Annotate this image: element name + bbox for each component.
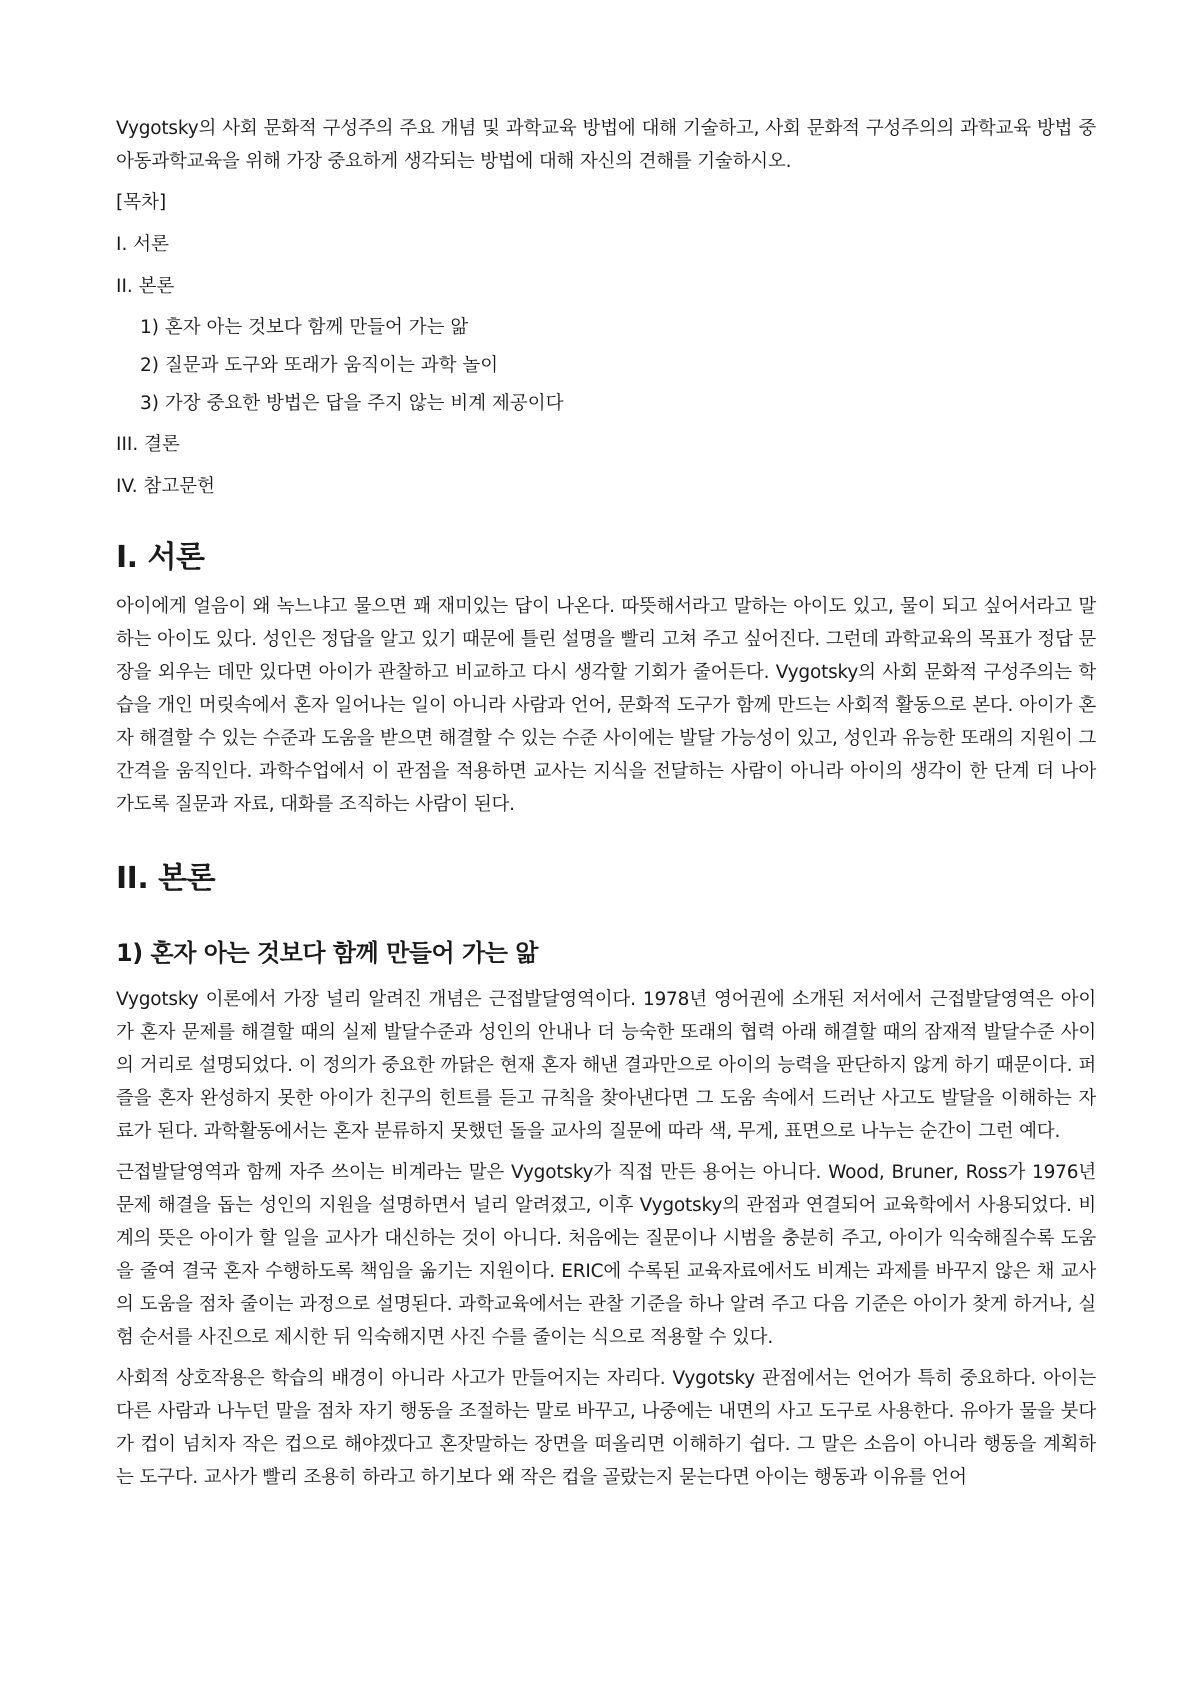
toc-item-introduction: I. 서론 — [116, 234, 169, 255]
toc-subitem-1: 1) 혼자 아는 것보다 함께 만들어 가는 앎 — [140, 317, 469, 338]
body-paragraph-1: Vygotsky 이론에서 가장 널리 알려진 개념은 근접발달영역이다. 1978년 영어권에 소개된 저서에서 근접발달영역은 아이가 혼자 문제를 해결할 때의 실제 발달수준과 성인의 안내나 더 능숙한 또래의 협력 아래 해결할 때의 잠재적 발달수준 사이의 거리로 설명되었다. 이 정의가 중요한 까닭은 현재 혼자 해낸 결과만으로 아이의 능력을 판단하지 않게 하기 때문이다. 퍼즐을 혼자 완성하지 못한 아이가 친구의 힌트를 듣고 규칙을 찾아낸다면 그 도움 속에서 드러난 사고도 발달을 이해하는 자료가 된다. 과학활동에서는 혼자 분류하지 못했던 돌을 교사의 질문에 따라 색, 무게, 표면으로 나누는 순간이 그런 예다. — [116, 989, 1096, 1142]
toc-item-body: II. 본론 — [116, 276, 175, 297]
subsection-heading-1: 1) 혼자 아는 것보다 함께 만들어 가는 앎 — [116, 939, 538, 967]
body-paragraph-3: 사회적 상호작용은 학습의 배경이 아니라 사고가 만들어지는 자리다. Vygotsky 관점에서는 언어가 특히 중요하다. 아이는 다른 사람과 나누던 말을 점차 자기 행동을 조절하는 말로 바꾸고, 나중에는 내면의 사고 도구로 사용한다. 유아가 물을 붓다가 컵이 넘치자 작은 컵으로 해야겠다고 혼잣말하는 장면을 떠올리면 이해하기 쉽다. 그 말은 소음이 아니라 행동을 계획하는 도구다. 교사가 빨리 조용히 하라고 하기보다 왜 작은 컵을 골랐는지 묻는다면 아이는 행동과 이유를 언어 — [116, 1368, 1096, 1488]
body-paragraph-2: 근접발달영역과 함께 자주 쓰이는 비계라는 말은 Vygotsky가 직접 만든 용어는 아니다. Wood, Bruner, Ross가 1976년 문제 해결을 돕는 성인의 지원을 설명하면서 널리 알려졌고, 이후 Vygotsky의 관점과 연결되어 교육학에서 사용되었다. 비계의 뜻은 아이가 할 일을 교사가 대신하는 것이 아니다. 처음에는 질문이나 시범을 충분히 주고, 아이가 익숙해질수록 도움을 줄여 결국 혼자 수행하도록 책임을 옮기는 지원이다. ERIC에 수록된 교육자료에서도 비계는 과제를 바꾸지 않은 채 교사의 도움을 점차 줄이는 과정으로 설명된다. 과학교육에서는 관찰 기준을 하나 알려 주고 다음 기준은 아이가 찾게 하거나, 실험 순서를 사진으로 제시한 뒤 익숙해지면 사진 수를 줄이는 식으로 적용할 수 있다. — [116, 1162, 1096, 1348]
toc-item-references: IV. 참고문헌 — [116, 476, 215, 497]
toc-title: [목차] — [116, 192, 167, 213]
toc-item-conclusion: III. 결론 — [116, 434, 180, 455]
toc-subitem-2: 2) 질문과 도구와 또래가 움직이는 과학 놀이 — [140, 355, 499, 376]
section-heading-body: II. 본론 — [116, 861, 216, 896]
section-heading-introduction: I. 서론 — [116, 540, 205, 575]
table-of-contents — [116, 188, 1096, 502]
toc-subitem-3: 3) 가장 중요한 방법은 답을 주지 않는 비계 제공이다 — [140, 393, 564, 414]
assignment-prompt: Vygotsky의 사회 문화적 구성주의 주요 개념 및 과학교육 방법에 대해 기술하고, 사회 문화적 구성주의의 과학교육 방법 중 아동과학교육을 위해 가장 중요하게 생각되는 방법에 대해 자신의 견해를 기술하시오. — [116, 118, 1096, 172]
introduction-paragraph: 아이에게 얼음이 왜 녹느냐고 물으면 꽤 재미있는 답이 나온다. 따뜻해서라고 말하는 아이도 있고, 물이 되고 싶어서라고 말하는 아이도 있다. 성인은 정답을 알고 있기 때문에 틀린 설명을 빨리 고쳐 주고 싶어진다. 그런데 과학교육의 목표가 정답 문장을 외우는 데만 있다면 아이가 관찰하고 비교하고 다시 생각할 기회가 줄어든다. Vygotsky의 사회 문화적 구성주의는 학습을 개인 머릿속에서 혼자 일어나는 일이 아니라 사람과 언어, 문화적 도구가 함께 만드는 사회적 활동으로 본다. 아이가 혼자 해결할 수 있는 수준과 도움을 받으면 해결할 수 있는 수준 사이에는 발달 가능성이 있고, 성인과 유능한 또래의 지원이 그 간격을 움직인다. 과학수업에서 이 관점을 적용하면 교사는 지식을 전달하는 사람이 아니라 아이의 생각이 한 단계 더 나아가도록 질문과 자료, 대화를 조직하는 사람이 된다. — [116, 596, 1096, 815]
